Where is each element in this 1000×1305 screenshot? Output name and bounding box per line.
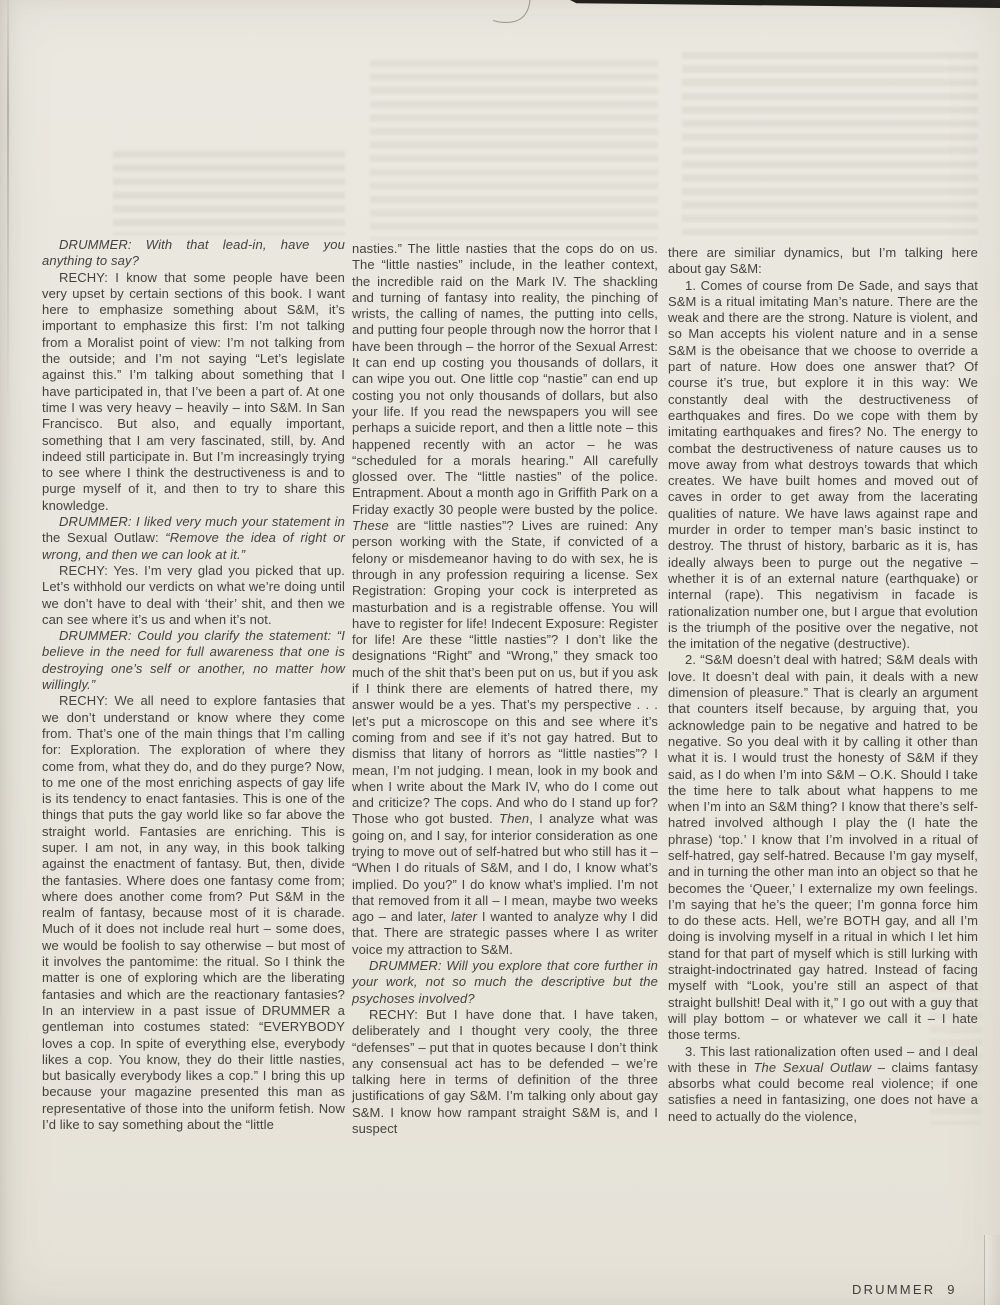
- interview-question: [42, 237, 345, 270]
- text-segment: later: [451, 909, 478, 925]
- text-segment: RECHY: Yes. I’m very glad you picked that up. Let’s withhold our verdicts on what we’re doing until we don’t have to deal with ‘their’ shit, and then we can see where it’s us and when it’s not.: [42, 562, 345, 627]
- interview-question: [42, 628, 345, 693]
- interview-answer: [668, 1044, 978, 1125]
- text-segment: The Sexual Outlaw: [753, 1059, 872, 1075]
- interview-answer: [42, 270, 345, 514]
- interview-answer: [352, 1007, 658, 1137]
- text-segment: there are similiar dynamics, but I’m talking here about gay S&M:: [668, 245, 978, 277]
- text-segment: “Remove the idea of right or wrong, and then we can look at it.”: [42, 530, 345, 562]
- text-column-1: [42, 237, 345, 1133]
- text-segment: , I analyze what was going on, and I say, for interior consideration as one trying to move out of self-hatred but who still has it – “When I do rituals of S&M, and I do, I know what’s implied. Do you?” I do know what’s implied. I’m not that removed from it all – I mean, maybe two weeks ago – and later,: [352, 811, 659, 925]
- text-segment: 3. This last rationalization often used – and I deal with these in: [668, 1043, 978, 1075]
- text-segment: 2. “S&M doesn’t deal with hatred; S&M deals with love. It doesn’t deal with pain, it deals with a new dimension of pleasure.” That is clearly an argument that counters itself because, by arguing that, you acknowledge pain to be negative and hatred to be negative. So you deal with it by calling it other than what it is. I would trust the honesty of S&M if they said, as I do when I’m into S&M – O.K. Should I take the time here to talk about what happens to me when I’m into an S&M thing? I know that there’s self-hatred involved although I play the (I hate the phrase) ‘top.’ I know that I’m involved in a ritual of self-hatred, gay self-hatred. Because I’m gay myself, and in turning the other man into an object so that he becomes the ‘Queer,’ I externalize my own feelings. I’m saying that he’s the queer; I’m gonna force him to do these acts. Hell, we’re BOTH gay, and all I’m doing is involving myself in a ritual in which I let him stand for that part of myself which is still lurking with straight-indoctrinated gay hatred. Instead of facing myself with “Look, you’re still an aspect of that straight bullshit! Deal with it,” I go out with a guy that will play bottom – or whatever we call it – I hate those terms.: [668, 652, 978, 1043]
- page-footer: [852, 1282, 955, 1297]
- interview-answer: [668, 652, 978, 1043]
- footer-page-number: 9: [947, 1282, 955, 1297]
- bleedthrough-text-center: [370, 60, 658, 240]
- page-crease: [7, 0, 9, 430]
- text-segment: DRUMMER: I liked very much your statement in: [59, 514, 345, 530]
- interview-answer: [42, 563, 345, 628]
- text-segment: DRUMMER: With that lead-in, have you anything to say?: [42, 237, 345, 269]
- footer-magazine-name: DRUMMER: [852, 1282, 936, 1297]
- text-segment: DRUMMER: Will you explore that core further in your work, not so much the descriptive but the psychoses involved?: [352, 958, 658, 1006]
- text-segment: 1. Comes of course from De Sade, and says that S&M is a ritual imitating Man’s nature. There are the weak and there are the strong. Nature is violent, and so Man accepts his violent nature and in a sense S&M is the obeisance that we choose to override a part of nature. How does one answer that? Of course it’s true, but explore it in this way: We constantly deal with the destructiveness of earthquakes and fires. Do we cope with them by imitating earthquakes and fires? No. The energy to combat the destructiveness of nature causes us to move away from what destroys towards that which creates. We have built homes and moved out of caves in order to get away from the lacerating qualities of nature. We have laws against rape and murder in order to temper man’s basic instinct to destroy. The thrust of history, barbaric as it is, has ideally always been to purge out the negative – whether it is of an external nature (earthquake) or internal (rape). This negativism in facade is rationalization number one, but I argue that evolution is the triumph of the positive over the negative, not the imitation of the negative (destructive).: [668, 277, 978, 652]
- page-edge-shadow: [984, 1235, 1000, 1305]
- interview-question: [352, 958, 658, 1007]
- text-segment: are “little nasties”? Lives are ruined: Any person working with the State, if convicted of a felony or misdemeanor having to do with sex, he is through in any profession requiring a license. Sex Registration: Groping your cock is interpreted as masturbation and is a registrable offense. You will have to register for life! Indecent Exposure: Register for life! Are these “little nasties”? I don’t like the designations “Right” and “Wrong,” they smack too much of the shit that’s been put on us, but if you ask if I think there are elements of hatred there, my answer would be a yes. That’s my perspective . . . let’s put a microscope on this and see where it’s coming from and see if it’s not gay hatred. But to dismiss that litany of horrors as “little nasties”? I mean, I’m not judging. I mean, look in my book and when I write about the Mark IV, who do I come out and criticize? The cops. And who do I stand up for? Those who got busted.: [352, 518, 658, 827]
- interview-question: [42, 514, 345, 563]
- text-segment: These: [352, 518, 389, 534]
- text-segment: DRUMMER: Could you clarify the statement: “I believe in the need for full awareness that one is destroying one’s self or another, no matter how willingly.”: [42, 628, 345, 693]
- text-segment: nasties.” The little nasties that the cops do on us. The “little nasties” include, in the leather context, the incredible raid on the Mark IV. The shackling and turning of fantasy into reality, the pinching of wrists, the calling of names, the putting into cells, and putting four people through now the horror that I have been through – the horror of the Sexual Arrest: It can end up costing you thousands of dollars, it can wipe you out. One little cop “nastie” can end up costing you not only thousands of dollars, but also your life. If you read the newspapers you will see perhaps a suicide report, and then a little note – this happened recently with an actor – he was “scheduled for a morals hearing.” All carefully glossed over. The “little nasties” of the police. Entrapment. About a month ago in Griffith Park on a Friday exactly 30 people were busted by the police.: [352, 241, 658, 517]
- text-segment: Then: [499, 811, 530, 827]
- text-segment: RECHY: But I have done that. I have taken, deliberately and I thought very cooly, the three “defenses” – put that in quotes because I don’t think any consensual act has to be defended – we’re talking here in terms of definition of the three justifications of gay S&M. I’m talking only about gay S&M. I know how rampant straight S&M is, and I suspect: [352, 1006, 658, 1137]
- text-segment: I wanted to analyze why I did that. There are strategic passes where I as writer voice my attraction to S&M.: [352, 909, 658, 957]
- bleedthrough-text-left: [113, 151, 345, 235]
- interview-answer: [42, 693, 345, 1133]
- text-column-3: [668, 245, 978, 1125]
- text-segment: the Sexual Outlaw:: [42, 530, 166, 546]
- scan-dark-edge: [570, 0, 1000, 8]
- text-column-2: [352, 241, 658, 1137]
- interview-answer: [352, 241, 658, 958]
- interview-answer: [668, 245, 978, 278]
- interview-answer: [668, 278, 978, 653]
- text-segment: – claims fantasy absorbs what could become real violence; if one satisfies a need in fantasizing, one does not have a need to actually do the violence,: [668, 1059, 978, 1124]
- scanner-fiber: [478, 0, 548, 30]
- bleedthrough-text-right: [682, 52, 978, 235]
- text-segment: RECHY: We all need to explore fantasies that we don’t understand or know where they come from. That’s one of the main things that I’m calling for: Exploration. The exploration of where they come from, what they do, and do they purge? Now, to me one of the most enriching aspects of gay life is its tendency to enact fantasies. This is one of the things that puts the gay world like so far above the straight world. Fantasies are enriching. This is super. I am not, in any way, in this book talking against the enactment of fantasy. But, then, divide the fantasies. Where does one fantasy come from; where does another come from? Put S&M in the realm of fantasy, because most of it is charade. Much of it does not include real hurt – some does, we would be foolish to say otherwise – but most of it involves the pantomime: the ritual. So I think the matter is one of exploring which are the liberating fantasies and which are the reactionary fantasies? In an interview in a past issue of DRUMMER a gentleman into costumes stated: “EVERYBODY loves a cop. In spite of everything else, everybody likes a cop. You know, they do their little nasties, but basically everybody likes a cop.” I bring this up because your magazine presented this man as representative of those into the uniform fetish. Now I’d like to say something about the “little: [42, 693, 345, 1133]
- text-segment: RECHY: I know that some people have been very upset by certain sections of this book. I want here to emphasize something about S&M, it’s important to emphasize this first: I’m not talking from a Moralist point of view: I’m not talking from the outside; and I’m not saying “Let’s legislate against this.” I’m talking about something that I have participated in, that I’ve been a part of. At one time I was very heavy – heavily – into S&M. In San Francisco. But also, and equally important, something that I am very fascinated, still, by. And indeed still participate in. But I’m increasingly trying to see where I think the destructiveness is and to purge myself of it, and then to try to share this knowledge.: [42, 269, 345, 513]
